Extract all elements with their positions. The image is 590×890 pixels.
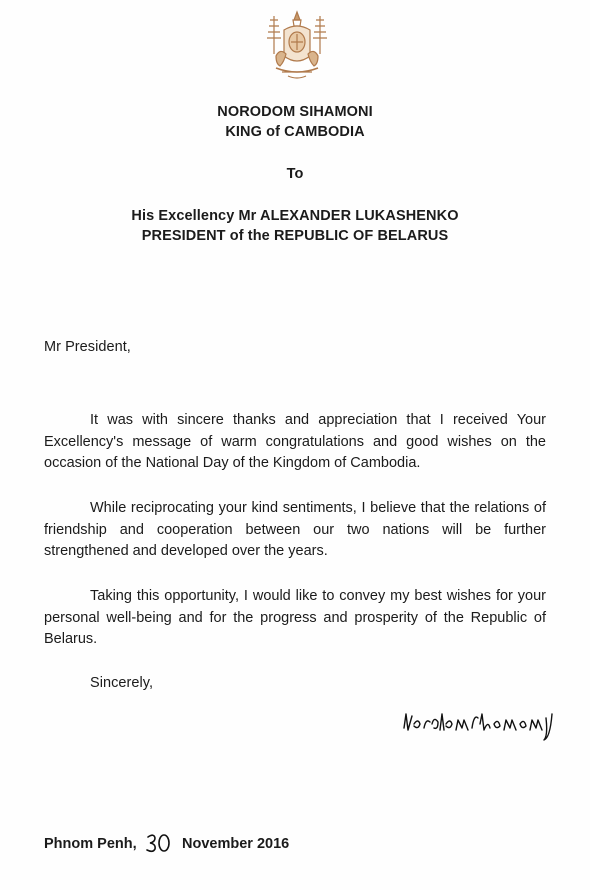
sender-title: KING of CAMBODIA bbox=[225, 124, 365, 140]
to-label: To bbox=[286, 166, 304, 182]
paragraph-1 bbox=[44, 410, 546, 475]
recipient-title: PRESIDENT of the REPUBLIC OF BELARUS bbox=[141, 228, 449, 244]
place-of-signing: Phnom Penh, bbox=[44, 836, 137, 852]
paragraph-1-text: It was with sincere thanks and appreciation that I received Your Excellency's message of warm congratulations and good wishes on the occasion of the National Day of the Kingdom of Cambodia. bbox=[44, 412, 546, 471]
handwritten-signature bbox=[400, 708, 560, 742]
date-month-year: November 2016 bbox=[182, 836, 290, 852]
closing: Sincerely, bbox=[90, 675, 154, 691]
royal-arms-emblem-icon bbox=[262, 10, 332, 84]
paragraph-3-text: Taking this opportunity, I would like to convey my best wishes for your personal well-being and for the progress and prosperity of the Republic of Belarus. bbox=[44, 588, 546, 647]
paragraph-3 bbox=[44, 586, 546, 651]
handwritten-day bbox=[144, 831, 174, 855]
recipient-name: His Excellency Mr ALEXANDER LUKASHENKO bbox=[131, 208, 459, 224]
salutation: Mr President, bbox=[44, 339, 131, 355]
paragraph-2 bbox=[44, 498, 546, 563]
paragraph-2-text: While reciprocating your kind sentiments, I believe that the relations of friendship and cooperation between our two nations will be further strengthened and developed over the years. bbox=[44, 500, 546, 559]
sender-name: NORODOM SIHAMONI bbox=[217, 104, 373, 120]
